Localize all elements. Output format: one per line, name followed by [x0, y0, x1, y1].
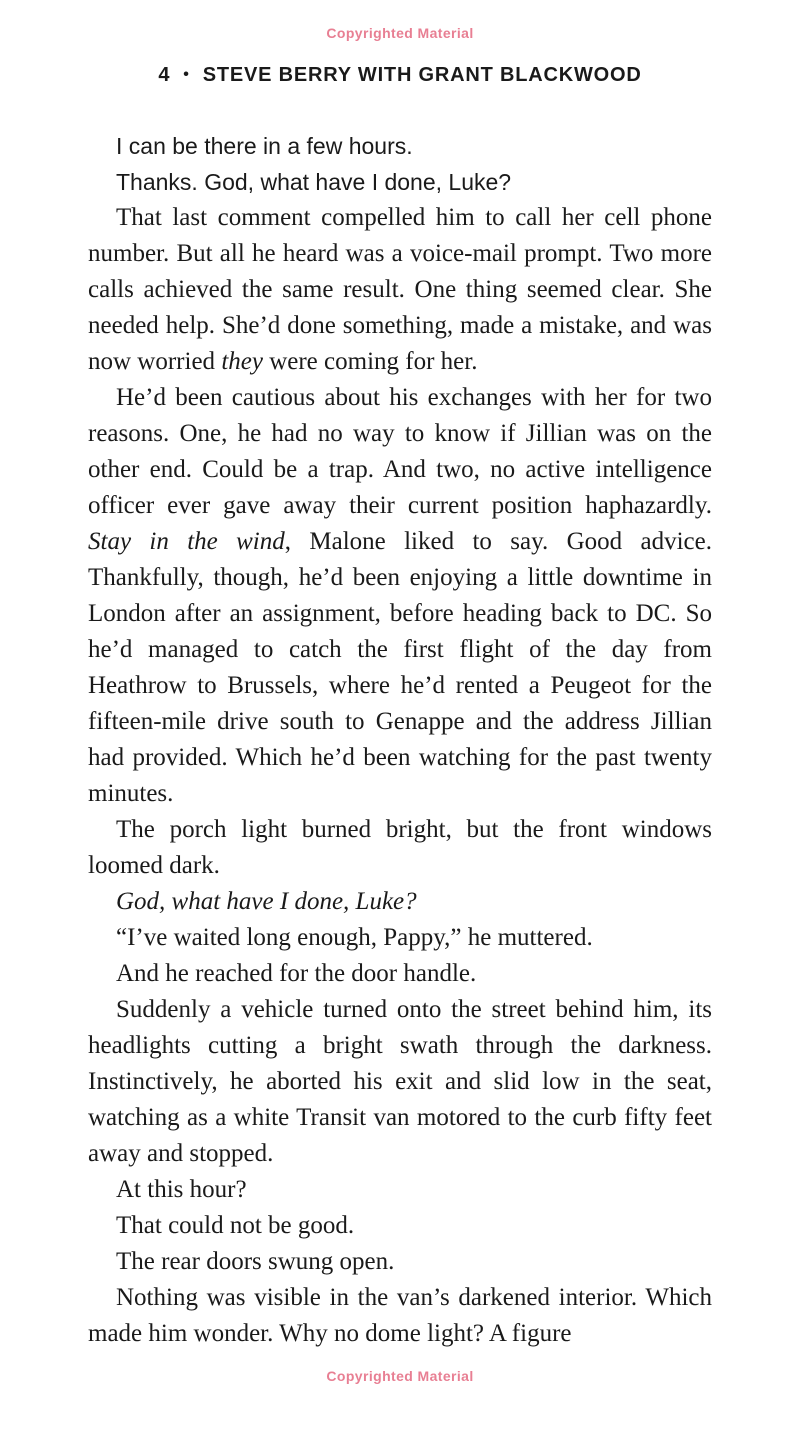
paragraph [88, 992, 712, 1172]
text-segment: The rear doors swung open. [116, 1248, 395, 1275]
paragraph [88, 1244, 712, 1280]
text-segment: That could not be good. [116, 1212, 355, 1239]
paragraph [88, 164, 712, 200]
text-segment: God, what have I done, Luke? [116, 888, 417, 915]
copyright-notice-bottom: Copyrighted Material [326, 1368, 474, 1384]
text-segment: Thanks. God, what have I done, Luke? [116, 169, 512, 195]
running-title: STEVE BERRY WITH GRANT BLACKWOOD [202, 64, 642, 86]
copyright-notice-top: Copyrighted Material [326, 25, 474, 41]
paragraph [88, 1172, 712, 1208]
paragraph [88, 200, 712, 380]
paragraph [88, 128, 712, 164]
text-segment: At this hour? [116, 1176, 247, 1203]
text-segment: And he reached for the door handle. [116, 960, 477, 987]
text-segment: I can be there in a few hours. [116, 133, 413, 159]
paragraph [88, 956, 712, 992]
page-number: 4 [158, 64, 171, 86]
text-segment: That last comment compelled him to call her cell phone number. But all he heard was a voice-mail prompt. Two more calls achieved the same result. One thing seemed clear. She needed help. She’d done something, made a mistake, and was now worried [88, 204, 712, 375]
text-segment: Suddenly a vehicle turned onto the street behind him, its headlights cutting a bright swath through the darkness. Instinctively, he aborted his exit and slid low in the seat, watching as a white Transit van motored to the curb fifty feet away and stopped. [88, 996, 712, 1167]
paragraph [88, 920, 712, 956]
text-segment: were coming for her. [262, 348, 478, 375]
text-segment: “I’ve waited long enough, Pappy,” he muttered. [116, 924, 593, 951]
text-segment: He’d been cautious about his exchanges with her for two reasons. One, he had no way to know if Jillian was on the other end. Could be a trap. And two, no active intelligence officer ever gave away their current position haphazardly. [88, 384, 712, 519]
page-body [88, 128, 712, 1352]
paragraph [88, 380, 712, 812]
text-segment: they [221, 348, 263, 375]
paragraph [88, 884, 712, 920]
paragraph [88, 812, 712, 884]
paragraph [88, 1208, 712, 1244]
page-header [0, 64, 800, 87]
header-separator-bullet: • [183, 66, 190, 83]
text-segment: , Malone liked to say. Good advice. Thankfully, though, he’d been enjoying a little downtime in London after an assignment, before heading back to DC. So he’d managed to catch the first flight of the day from Heathrow to Brussels, where he’d rented a Peugeot for the fifteen-mile drive south to Genappe and the address Jillian had provided. Which he’d been watching for the past twenty minutes. [88, 528, 712, 807]
paragraph [88, 1280, 712, 1352]
text-segment: Stay in the wind [88, 528, 285, 555]
text-segment: Nothing was visible in the van’s darkened interior. Which made him wonder. Why no dome light? A figure [88, 1284, 712, 1347]
text-segment: The porch light burned bright, but the front windows loomed dark. [88, 816, 712, 879]
